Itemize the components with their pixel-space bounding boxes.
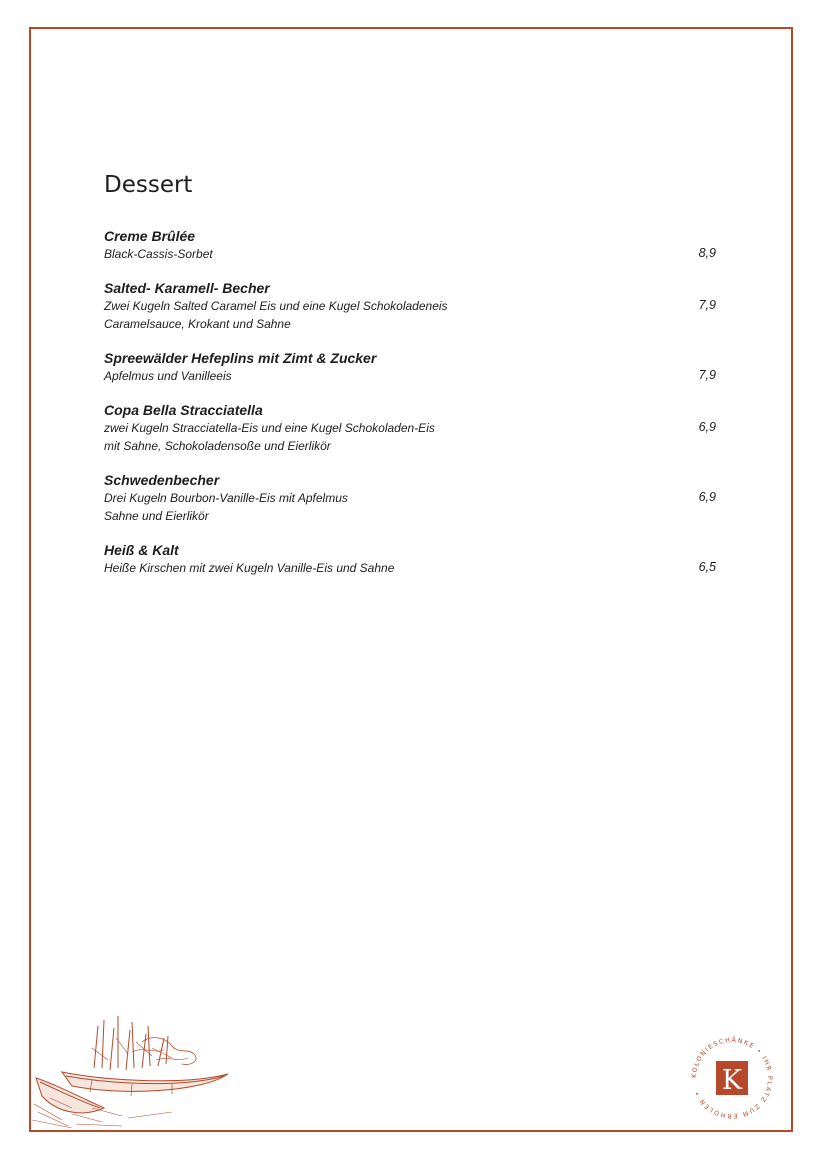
- menu-list: [104, 228, 716, 594]
- menu-item: [104, 350, 716, 385]
- section-title: Dessert: [104, 172, 193, 198]
- menu-item: [104, 280, 716, 333]
- item-description-line: zwei Kugeln Stracciatella-Eis und eine Kugel Schokoladen-Eis: [104, 421, 435, 435]
- menu-item: [104, 472, 716, 525]
- item-name: Schwedenbecher: [104, 472, 220, 488]
- logo-ring-text: KOLONIESCHÄNKE • IHR PLATZ ZUM ERHOLEN •: [690, 1036, 774, 1120]
- item-name: Spreewälder Hefeplins mit Zimt & Zucker: [104, 350, 377, 366]
- item-price: 6,9: [698, 490, 716, 504]
- item-description-line: mit Sahne, Schokoladensoße und Eierlikör: [104, 439, 331, 453]
- item-description-line: Zwei Kugeln Salted Caramel Eis und eine Kugel Schokoladeneis: [104, 299, 448, 313]
- item-price: 7,9: [698, 298, 716, 312]
- item-price: 8,9: [698, 246, 716, 260]
- item-name: Copa Bella Stracciatella: [104, 402, 263, 418]
- item-price: 6,9: [698, 420, 716, 434]
- item-description-line: Heiße Kirschen mit zwei Kugeln Vanille-Eis und Sahne: [104, 561, 395, 575]
- menu-item: [104, 402, 716, 455]
- item-description-line: Apfelmus und Vanilleeis: [104, 369, 232, 383]
- item-name: Creme Brûlée: [104, 228, 196, 244]
- item-description-line: Black-Cassis-Sorbet: [104, 247, 213, 261]
- item-name: Heiß & Kalt: [104, 542, 179, 558]
- menu-item: [104, 542, 716, 577]
- canoe-illustration-icon: [32, 1008, 244, 1130]
- item-name: Salted- Karamell- Becher: [104, 280, 270, 296]
- menu-item: [104, 228, 716, 263]
- logo-letter: K: [721, 1065, 743, 1096]
- item-price: 6,5: [698, 560, 716, 574]
- item-description-line: Sahne und Eierlikör: [104, 509, 209, 523]
- item-description-line: Caramelsauce, Krokant und Sahne: [104, 317, 291, 331]
- item-price: 7,9: [698, 368, 716, 382]
- item-description-line: Drei Kugeln Bourbon-Vanille-Eis mit Apfelmus: [104, 491, 348, 505]
- kolonieschaenke-logo: [684, 1030, 780, 1126]
